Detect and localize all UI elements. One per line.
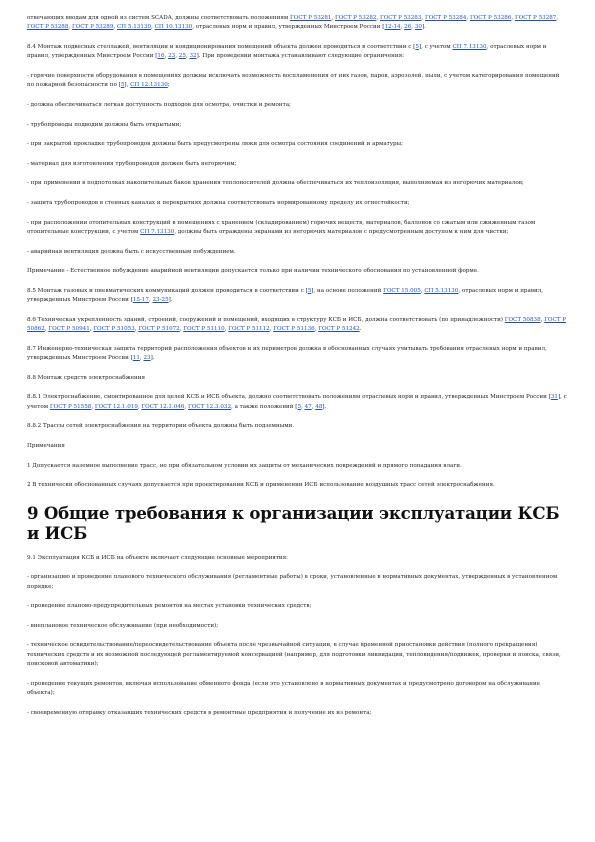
paragraph-text: , bbox=[184, 403, 189, 410]
paragraph-text: ], на основе положений bbox=[311, 287, 384, 294]
paragraph-text: , bbox=[68, 24, 72, 31]
paragraph-text: ]. При проведении монтажа устанавливают следующие ограничения: bbox=[196, 53, 405, 60]
reference-link[interactable]: СП 5.13130 bbox=[116, 24, 152, 31]
reference-link[interactable]: 16 bbox=[157, 53, 165, 60]
paragraph-p13 bbox=[27, 316, 568, 335]
paragraph-text: , bbox=[511, 15, 515, 21]
reference-link[interactable]: ГОСТ 12.1.019 bbox=[94, 403, 138, 410]
paragraph-text: ]. bbox=[168, 297, 173, 304]
paragraph-p1 bbox=[27, 43, 568, 62]
reference-link[interactable]: ГОСТ Р 50941 bbox=[48, 326, 90, 333]
paragraph-text: ]. bbox=[421, 24, 426, 31]
paragraph-text: , bbox=[376, 15, 380, 21]
paragraph-text: , должны быть ограждены экранами из негорючих материалов с предусмотренным доступом к ним для чистки; bbox=[174, 228, 509, 235]
paragraph-p10 bbox=[27, 248, 568, 257]
paragraph-text: , bbox=[113, 24, 117, 31]
paragraph-text: - техническое освидетельствование/переосвидетельствование объекта после чрезвычайной ситуации, в случае временной приостановки действия (полного прекращения) технических средств и их возможной последующей регламентируемой консервацией (например, для подготовки ликвидации, тепловидения/подвижек, проверки и поиска, связи, поисковой автоматики); bbox=[27, 642, 561, 668]
paragraph-text: - организацию и проведение планового технического обслуживания (регламентные работы) в сроки, установленные в нормативных документах, утвержденных в установленном порядке; bbox=[27, 574, 558, 590]
paragraph-q6 bbox=[27, 709, 568, 718]
paragraph-text: , bbox=[179, 326, 184, 333]
reference-link[interactable]: СП 10.13130 bbox=[154, 24, 193, 31]
paragraph-text: 9.1 Эксплуатация КСБ и ИСБ на объекте включает следующие основные мероприятия: bbox=[27, 554, 289, 561]
reference-link[interactable]: ГОСТ Р 53286 bbox=[469, 15, 512, 21]
paragraph-text: ], с учетом bbox=[27, 394, 567, 410]
paragraph-text: 1 Допускается наземное выполнение трасс, но при обязательном условии их защиты от механических повреждений и прямого попадания влаги. bbox=[27, 462, 462, 469]
paragraph-text: , bbox=[134, 326, 139, 333]
reference-link[interactable]: 5 bbox=[307, 287, 312, 294]
paragraph-p4 bbox=[27, 121, 568, 130]
reference-link[interactable]: ГОСТ Р 53289 bbox=[71, 24, 114, 31]
reference-link[interactable]: ГОСТ Р 53287 bbox=[514, 15, 557, 21]
reference-link[interactable]: 23 bbox=[168, 53, 176, 60]
paragraph-p3 bbox=[27, 101, 568, 110]
paragraph-text: - при применении в подпотолках накопительных баков хранения теплоносителей должна обеспечиваться их теплоизоляция, выполняемая из негорючих материалов; bbox=[27, 180, 524, 187]
paragraph-text: 8.8.2 Трассы сетей электроснабжения на территории объекта должны быть подземными. bbox=[27, 423, 295, 430]
document-body-before bbox=[27, 14, 568, 491]
paragraph-text: , bbox=[466, 15, 470, 21]
reference-link[interactable]: ГОСТ Р 53282 bbox=[335, 15, 377, 21]
paragraph-p0 bbox=[27, 14, 568, 33]
reference-link[interactable]: СП 12.13130 bbox=[130, 82, 168, 89]
reference-link[interactable]: 26 bbox=[404, 24, 412, 31]
paragraph-text: ]. bbox=[322, 403, 327, 410]
reference-link[interactable]: ГОСТ Р 53288 bbox=[27, 24, 69, 31]
reference-link[interactable]: 23 bbox=[143, 355, 151, 362]
paragraph-p9 bbox=[27, 219, 568, 238]
reference-link[interactable]: ГОСТ Р 53284 bbox=[424, 15, 467, 21]
paragraph-p8 bbox=[27, 199, 568, 208]
section-heading: 9 Общие требования к организации эксплуатации КСБ и ИСБ bbox=[27, 502, 560, 543]
reference-link[interactable]: ГОСТ Р 51112 bbox=[228, 326, 270, 333]
reference-link[interactable]: ГОСТ Р 51110 bbox=[183, 326, 225, 333]
reference-link[interactable]: ГОСТ 50838 bbox=[504, 316, 541, 323]
paragraph-p15 bbox=[27, 374, 568, 383]
reference-link[interactable]: 48 bbox=[315, 403, 323, 410]
paragraph-p6 bbox=[27, 160, 568, 169]
paragraph-text: , bbox=[137, 403, 142, 410]
reference-link[interactable]: 32 bbox=[189, 53, 197, 60]
paragraph-q4 bbox=[27, 641, 568, 669]
reference-link[interactable]: 5 bbox=[120, 82, 125, 89]
paragraph-text: Примечание - Естественное побуждение аварийной вентиляции допускается только при наличии технического обоснования по установленной форме. bbox=[27, 268, 479, 275]
paragraph-p11 bbox=[27, 267, 568, 276]
paragraph-text: Примечания bbox=[27, 442, 65, 449]
paragraph-text: , bbox=[314, 326, 319, 333]
paragraph-text: отвечающих вводам для одной из систем SCADA, должны соответствовать положениям bbox=[27, 15, 291, 21]
paragraph-p2 bbox=[27, 72, 568, 91]
reference-link[interactable]: ГОСТ Р 51053 bbox=[93, 326, 135, 333]
paragraph-text: - должна обеспечиваться легкая доступность подходов для осмотра, очистки и ремонта; bbox=[27, 102, 291, 108]
paragraph-text: , bbox=[331, 15, 336, 21]
reference-link[interactable]: СП 7.13130 bbox=[452, 44, 487, 50]
paragraph-text: - защита трубопроводов в стенных каналах и перекрытиях должна соответствовать нормированному пределу их огнестойкости; bbox=[27, 199, 410, 206]
paragraph-p18 bbox=[27, 442, 568, 451]
paragraph-p7 bbox=[27, 179, 568, 188]
paragraph-p17 bbox=[27, 422, 568, 431]
paragraph-text: - горячие поверхности оборудования в помещениях должны исключать возможность воспламенения от них газов, паров, аэрозолей, пыли, с учетом категорирования помещений по пожарной безопасности по [ bbox=[27, 73, 560, 89]
paragraph-text: , bbox=[420, 287, 425, 294]
paragraph-text: , bbox=[224, 326, 229, 333]
paragraph-text: - проведение текущих ремонтов, включая использование обменного фонда (если это установлено в нормативных документах и предусмотрено договором на обслуживание объекта); bbox=[27, 680, 540, 697]
paragraph-text: , bbox=[175, 53, 179, 60]
paragraph-text: ]. bbox=[150, 355, 155, 362]
paragraph-text: , bbox=[540, 316, 545, 323]
reference-link[interactable]: 15-17 bbox=[132, 297, 149, 304]
paragraph-text: - при расположении отопительных конструкций в помещениях с хранением (складированием) горючих веществ, материалов, баллонов со сжатым или сжиженным газом отопительные конструкции, с учетом bbox=[27, 219, 536, 235]
paragraph-q5 bbox=[27, 680, 568, 699]
paragraph-text: , bbox=[301, 403, 305, 410]
paragraph-text: , bbox=[311, 403, 316, 410]
paragraph-text: , bbox=[139, 355, 144, 362]
paragraph-p19 bbox=[27, 462, 568, 471]
reference-link[interactable]: 31 bbox=[550, 394, 558, 401]
reference-link[interactable]: ГОСТ Р 50862 bbox=[27, 316, 567, 333]
paragraph-text: , bbox=[411, 24, 415, 31]
paragraph-text: - проведение планово-предупредительных ремонтов на местах установки технических средств; bbox=[27, 603, 312, 610]
reference-link[interactable]: ГОСТ 12.3.032 bbox=[188, 403, 232, 410]
paragraph-p12 bbox=[27, 287, 568, 306]
paragraph-text: . bbox=[359, 326, 362, 333]
reference-link[interactable]: ГОСТ Р 51242 bbox=[318, 326, 360, 333]
paragraph-p5 bbox=[27, 140, 568, 149]
paragraph-p16 bbox=[27, 393, 568, 412]
paragraph-text: ; bbox=[167, 82, 170, 89]
paragraph-text: , bbox=[556, 15, 559, 21]
paragraph-p14 bbox=[27, 345, 568, 364]
reference-link[interactable]: 25 bbox=[178, 53, 186, 60]
paragraph-text: , bbox=[421, 15, 425, 21]
paragraph-q2 bbox=[27, 602, 568, 611]
paragraph-text: , bbox=[164, 53, 169, 60]
paragraph-text: - своевременную отправку отказавших технических средств в ремонтные предприятия и получение их из ремонта; bbox=[27, 709, 372, 716]
paragraph-text: - материал для изготовления трубопроводов должен быть негорючим; bbox=[27, 160, 237, 167]
reference-link[interactable]: ГОСТ Р 51136 bbox=[273, 326, 315, 333]
reference-link[interactable]: ГОСТ 12.1.046 bbox=[141, 403, 185, 410]
reference-link[interactable]: 11 bbox=[132, 355, 140, 362]
paragraph-text: - при закрытой прокладке трубопроводов должны быть предусмотрены люки для осмотра состояния соединений и арматуры; bbox=[27, 141, 403, 148]
paragraph-text: , bbox=[91, 403, 95, 410]
paragraph-p20 bbox=[27, 481, 568, 490]
paragraph-q3 bbox=[27, 622, 568, 631]
reference-link[interactable]: 30 bbox=[414, 24, 422, 31]
paragraph-text: , отраслевых норм и правил, утвержденных Минстроем России [ bbox=[27, 287, 544, 304]
reference-link[interactable]: СП 7.13130 bbox=[140, 228, 175, 235]
reference-link[interactable]: 5 bbox=[415, 44, 419, 50]
paragraph-text: 8.5 Монтаж газовых и пневматических коммуникаций должен проводиться в соответствии с [ bbox=[27, 287, 308, 294]
document-body-after bbox=[27, 554, 568, 719]
paragraph-text: - внеплановое техническое обслуживание (при необходимости); bbox=[27, 622, 219, 629]
paragraph-text: 8.8.1 Электроснабжение, смонтированное для целей КСБ и ИСБ объекта, должно соответствовать положениям отраслевых норм и правил, утвержденных Минстроем России [ bbox=[27, 394, 551, 401]
paragraph-text: , а также положений [ bbox=[231, 403, 298, 410]
paragraph-text: , bbox=[148, 297, 153, 304]
reference-link[interactable]: 5 bbox=[297, 403, 302, 410]
reference-link[interactable]: 23-25 bbox=[152, 297, 169, 304]
paragraph-text: 8.4 Монтаж подвесных стеллажей, вентиляции и кондиционирования помещений объекта должен проводиться в соответствии с [ bbox=[27, 44, 416, 50]
reference-link[interactable]: 47 bbox=[304, 403, 312, 410]
paragraph-text: , отраслевых норм и правил, утвержденных Минстроем России [ bbox=[27, 44, 547, 60]
reference-link[interactable]: ГОСТ Р 53283 bbox=[380, 15, 422, 21]
paragraph-text: 2 В технически обоснованных случаях допускается при проектировании КСБ и применении ИСБ использование воздушных трасс сетей электроснабжения. bbox=[27, 482, 495, 489]
paragraph-text: - аварийная вентиляция должна быть с искусственным побуждением. bbox=[27, 248, 236, 255]
paragraph-text: , bbox=[185, 53, 190, 60]
paragraph-text: , bbox=[89, 326, 94, 333]
paragraph-text: ], bbox=[124, 82, 131, 89]
reference-link[interactable]: ГОСТ Р 51072 bbox=[138, 326, 180, 333]
paragraph-text: 8.6 Техническая укрепленность зданий, строений, сооружений и помещений, входящих в структуру КСБ и ИСБ, должна соответствовать (по принадлежности) bbox=[27, 316, 505, 323]
paragraph-text: ], с учетом bbox=[418, 44, 453, 50]
paragraph-text: , отраслевых норм и правил, утвержденных Минстроем России [ bbox=[192, 24, 385, 31]
reference-link[interactable]: ГОСТ 15.005 bbox=[383, 287, 421, 294]
paragraph-text: , bbox=[400, 24, 405, 31]
paragraph-q1 bbox=[27, 573, 568, 592]
reference-link[interactable]: 12-14 bbox=[384, 24, 401, 31]
paragraph-text: , bbox=[151, 24, 155, 31]
reference-link[interactable]: СП 5.13130 bbox=[424, 287, 459, 294]
paragraph-text: 8.8 Монтаж средств электроснабжения bbox=[27, 374, 146, 381]
paragraph-text: , bbox=[269, 326, 274, 333]
reference-link[interactable]: ГОСТ Р 53281 bbox=[290, 15, 332, 21]
paragraph-text: , bbox=[44, 326, 49, 333]
reference-link[interactable]: ГОСТ Р 51558 bbox=[49, 403, 92, 410]
paragraph-text: 8.7 Инженерно-техническая защита территорий расположения объектов и их периметров должна в обоснованных случаях учитывать требования отраслевых норм и правил, утвержденных Минстроем России [ bbox=[27, 345, 547, 362]
paragraph-q0 bbox=[27, 554, 568, 563]
paragraph-text: - трубопроводы подводим должны быть открытыми; bbox=[27, 121, 182, 128]
